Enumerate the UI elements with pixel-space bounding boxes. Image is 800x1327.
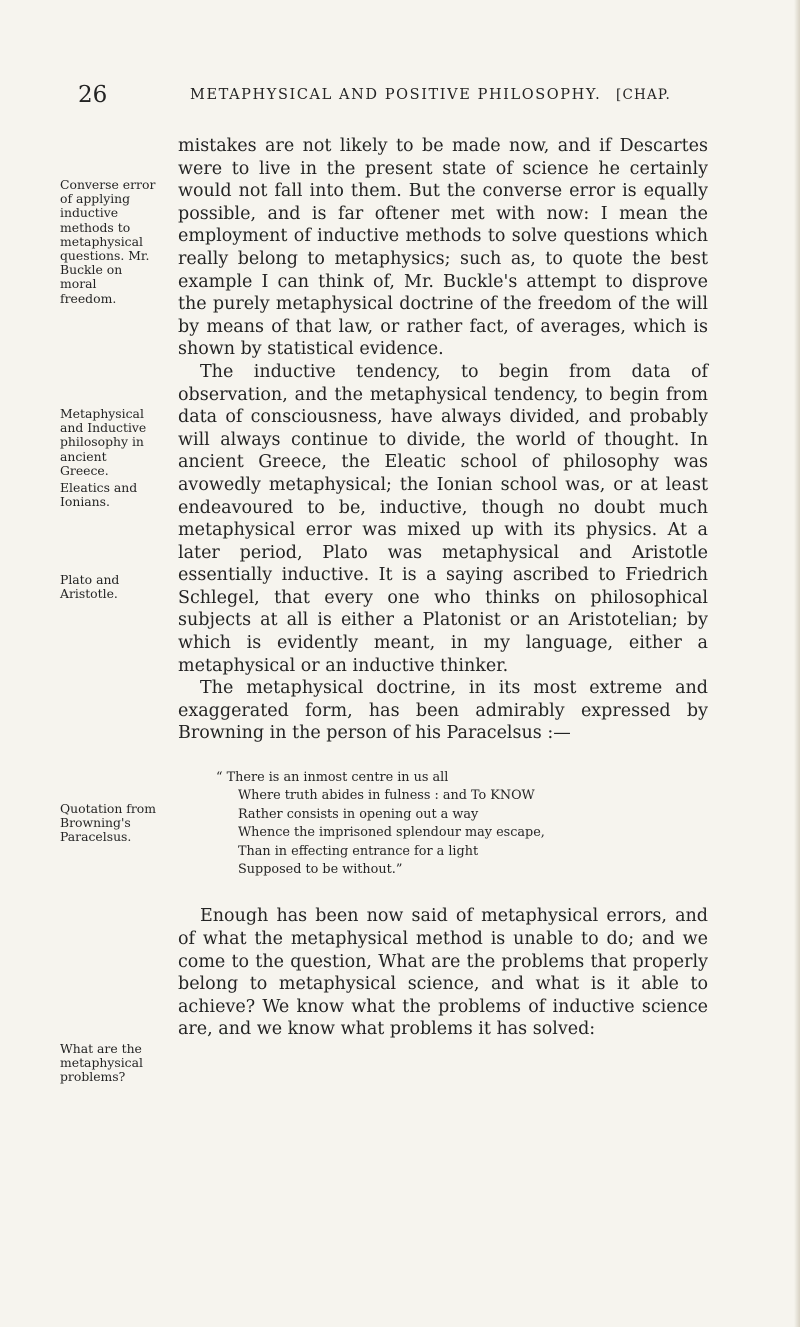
paragraph: mistakes are not likely to be made now, and if Descartes were to live in the present state of science he certainly would not fall into them. But the converse error is equally possible, and is far oftener met with now: I mean the employment of inductive methods to solve questions which really belong to metaphysics; such as, to quote the best example I can think of, Mr. Buckle's attempt to disprove the purely metaphysical doctrine of the freedom of the will by means of that law, or rather fact, of averages, which is shown by statistical evidence. — [178, 136, 708, 360]
quote-line: Where truth abides in fulness : and To KNOW — [238, 788, 535, 804]
chapter-tag: [CHAP. — [616, 87, 671, 103]
block-quote — [178, 769, 708, 879]
running-head — [60, 78, 740, 108]
paragraph: Enough has been now said of metaphysical errors, and of what the metaphysical method is unable to do; and we come to the question, What are the problems that properly belong to metaphysical science, and what is it able to achieve? We know what the problems of inductive science are, and we know what problems it has solved: — [178, 906, 708, 1040]
quote-line: Than in effecting entrance for a light — [238, 843, 479, 859]
page-number: 26 — [78, 82, 108, 108]
margin-note-greek-philosophy: Metaphysical and Inductive philosophy in ancient Greece. — [60, 406, 147, 478]
margin-note-plato: Plato and Aristotle. — [60, 572, 120, 602]
quote-line: Rather consists in opening out a way — [238, 806, 479, 822]
body-text — [178, 135, 708, 1041]
margin-note-eleatics: Eleatics and Ionians. — [60, 480, 138, 510]
paragraph: The metaphysical doctrine, in its most extreme and exaggerated form, has been admirably expressed by Browning in the person of his Paracelsus :— — [178, 678, 708, 744]
page-edge-shadow — [794, 0, 800, 1327]
paragraph: The inductive tendency, to begin from data of observation, and the metaphysical tendency, to begin from data of consciousness, have always divided, and probably will always continue to divide, the world of thought. In ancient Greece, the Eleatic school of philosophy was avowedly metaphysical; the Ionian school was, or at least endeavoured to be, inductive, though no doubt much metaphysical error was mixed up with its physics. At a later period, Plato was metaphysical and Aristotle essentially inductive. It is a saying ascribed to Friedrich Schlegel, that every one who thinks on philosophical subjects at all is either a Platonist or an Aristotelian; by which is evidently meant, in my language, either a metaphysical or an inductive thinker. — [178, 361, 708, 676]
margin-note-converse-error: Converse error of applying inductive methods to metaphysical questions. Mr. Buckle on moral freedom. — [60, 177, 156, 306]
running-title: METAPHYSICAL AND POSITIVE PHILOSOPHY. — [190, 87, 602, 103]
quote-line: Supposed to be without.” — [238, 862, 403, 878]
margin-note-problems: What are the metaphysical problems? — [60, 1041, 143, 1085]
margin-note-quotation: Quotation from Browning's Paracelsus. — [60, 801, 157, 845]
quote-line: Whence the imprisoned splendour may escape, — [238, 825, 545, 841]
quote-line: “ There is an inmost centre in us all — [216, 770, 449, 786]
